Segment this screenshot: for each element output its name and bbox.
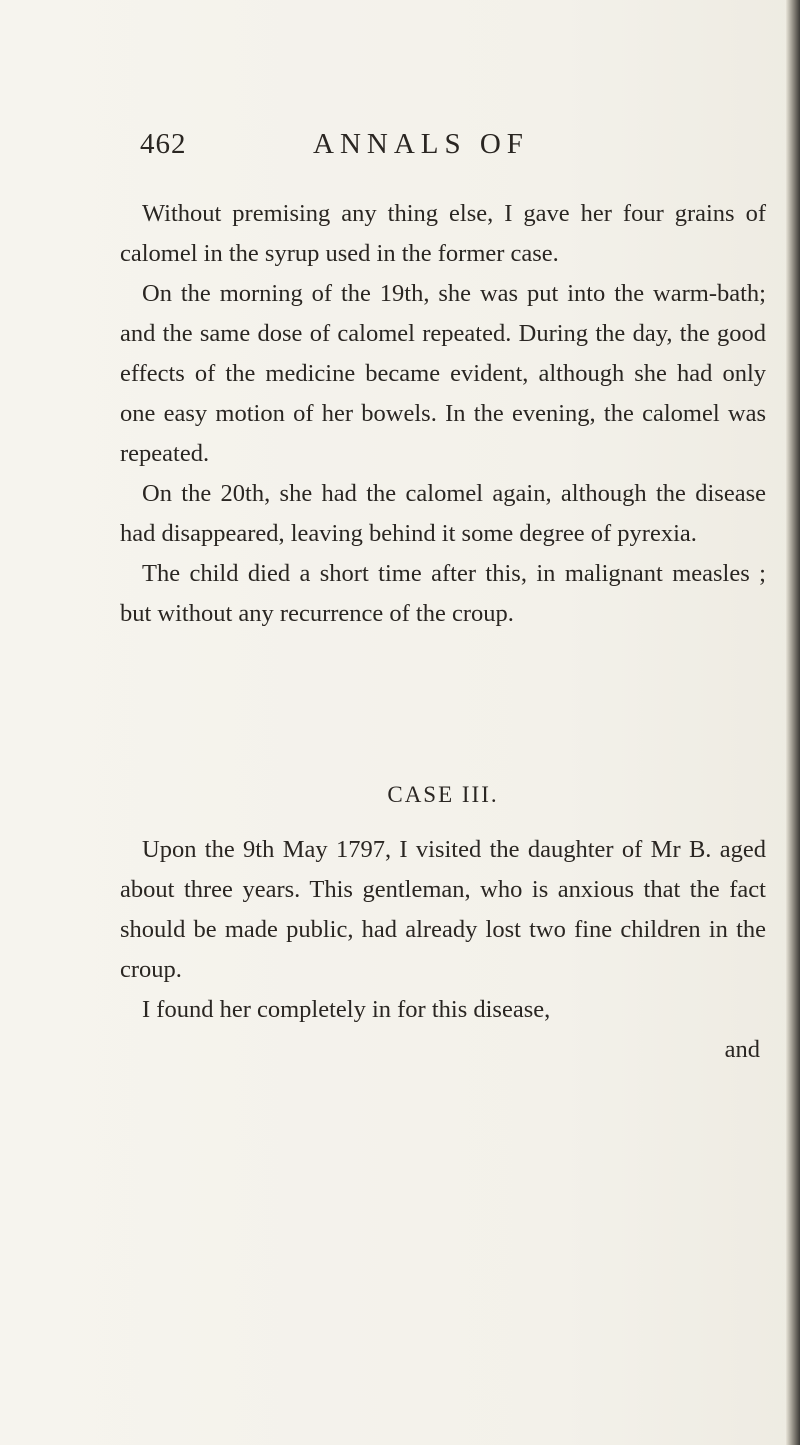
- case-body-text: [120, 830, 766, 1070]
- case-heading: CASE III.: [387, 782, 499, 807]
- page-number: 462: [140, 128, 187, 160]
- paragraph: Upon the 9th May 1797, I visited the daughter of Mr B. aged about three years. This gentleman, who is anxious that the fact should be made public, had already lost two fine children in the croup.: [120, 836, 766, 983]
- paragraph: Without premising any thing else, I gave her four grains of calomel in the syrup used in the former case.: [120, 200, 766, 267]
- catchword: and: [724, 1036, 760, 1063]
- running-title: ANNALS OF: [313, 128, 529, 160]
- paragraph: On the 20th, she had the calomel again, although the disease had disappeared, leaving behind it some degree of pyrexia.: [120, 480, 766, 547]
- paragraph: I found her completely in for this disease,: [142, 996, 551, 1023]
- page-spine-shadow: [786, 0, 800, 1445]
- paragraph: On the morning of the 19th, she was put into the warm-bath; and the same dose of calomel repeated. During the day, the good effects of the medicine became evident, although she had only one easy motion of her bowels. In the evening, the calomel was repeated.: [120, 280, 766, 467]
- body-text: [120, 194, 766, 634]
- page-header: [140, 128, 780, 168]
- paragraph: The child died a short time after this, in malignant measles ; but without any recurrence of the croup.: [120, 560, 766, 627]
